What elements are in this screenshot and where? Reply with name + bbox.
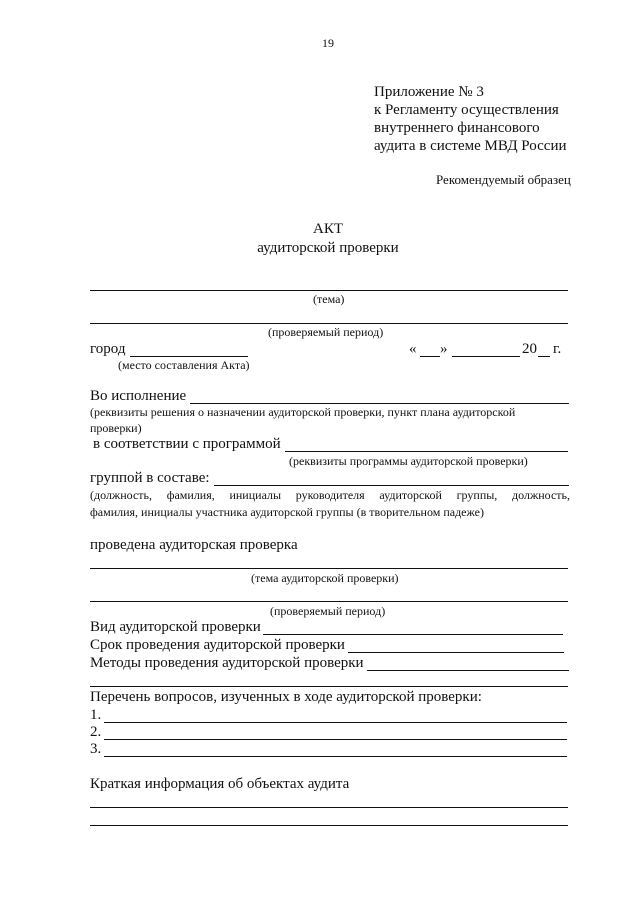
audit-methods-line[interactable]: [367, 670, 569, 671]
year-line[interactable]: [538, 356, 550, 357]
conducted-label: проведена аудиторская проверка: [90, 537, 298, 553]
audit-topic-line[interactable]: [90, 568, 568, 569]
decision-caption-2: проверки): [90, 421, 142, 435]
audit-term-line[interactable]: [348, 652, 564, 653]
execution-line[interactable]: [190, 403, 569, 404]
page-number: 19: [322, 36, 334, 50]
day-line[interactable]: [420, 356, 440, 357]
audit-topic-caption: (тема аудиторской проверки): [251, 571, 399, 585]
period-line[interactable]: [90, 323, 568, 324]
group-caption-1: (должность, фамилия, инициалы руководителя аудиторской группы, должность,: [90, 488, 570, 502]
appendix-line-2: к Регламенту осуществления: [374, 102, 559, 118]
decision-caption-1: (реквизиты решения о назначении аудиторской проверки, пункт плана аудиторской: [90, 405, 516, 419]
question-3-line[interactable]: [104, 756, 567, 757]
question-3-number: 3.: [90, 741, 102, 757]
audit-type-label: Вид аудиторской проверки: [90, 619, 261, 635]
year-suffix: г.: [553, 341, 562, 357]
brief-info-line-1[interactable]: [90, 807, 568, 808]
document-title: АКТ: [313, 221, 343, 237]
topic-line[interactable]: [90, 290, 568, 291]
brief-info-label: Краткая информация об объектах аудита: [90, 776, 350, 792]
year-prefix: 20: [522, 341, 537, 357]
appendix-line-4: аудита в системе МВД России: [374, 138, 567, 154]
question-1-line[interactable]: [104, 722, 567, 723]
place-caption: (место составления Акта): [118, 358, 250, 372]
group-line[interactable]: [214, 485, 569, 486]
month-line[interactable]: [452, 356, 520, 357]
city-label: город: [90, 341, 126, 357]
appendix-line-3: внутреннего финансового: [374, 120, 540, 136]
question-1-number: 1.: [90, 707, 102, 723]
recommended-sample: Рекомендуемый образец: [436, 172, 571, 187]
question-2-number: 2.: [90, 724, 102, 740]
period-caption: (проверяемый период): [268, 325, 384, 339]
audit-term-label: Срок проведения аудиторской проверки: [90, 637, 345, 653]
brief-info-line-2[interactable]: [90, 825, 568, 826]
group-caption-2: фамилия, инициалы участника аудиторской группы (в творительном падеже): [90, 505, 484, 519]
group-label: группой в составе:: [90, 470, 210, 486]
program-line[interactable]: [285, 451, 568, 452]
appendix-line-1: Приложение № 3: [374, 84, 484, 100]
question-2-line[interactable]: [104, 739, 567, 740]
program-label: в соответствии с программой: [93, 436, 281, 452]
audit-period-caption: (проверяемый период): [270, 604, 386, 618]
program-caption: (реквизиты программы аудиторской проверки): [289, 454, 528, 468]
document-subtitle: аудиторской проверки: [257, 240, 399, 256]
date-open-quote: «: [409, 341, 417, 357]
audit-period-line[interactable]: [90, 601, 568, 602]
audit-methods-extra-line[interactable]: [90, 686, 568, 687]
audit-methods-label: Методы проведения аудиторской проверки: [90, 655, 364, 671]
questions-label: Перечень вопросов, изученных в ходе аудиторской проверки:: [90, 689, 482, 705]
topic-caption: (тема): [313, 292, 345, 306]
execution-label: Во исполнение: [90, 388, 187, 404]
date-close-quote: »: [440, 341, 448, 357]
city-line[interactable]: [130, 356, 248, 357]
audit-type-line[interactable]: [263, 634, 563, 635]
